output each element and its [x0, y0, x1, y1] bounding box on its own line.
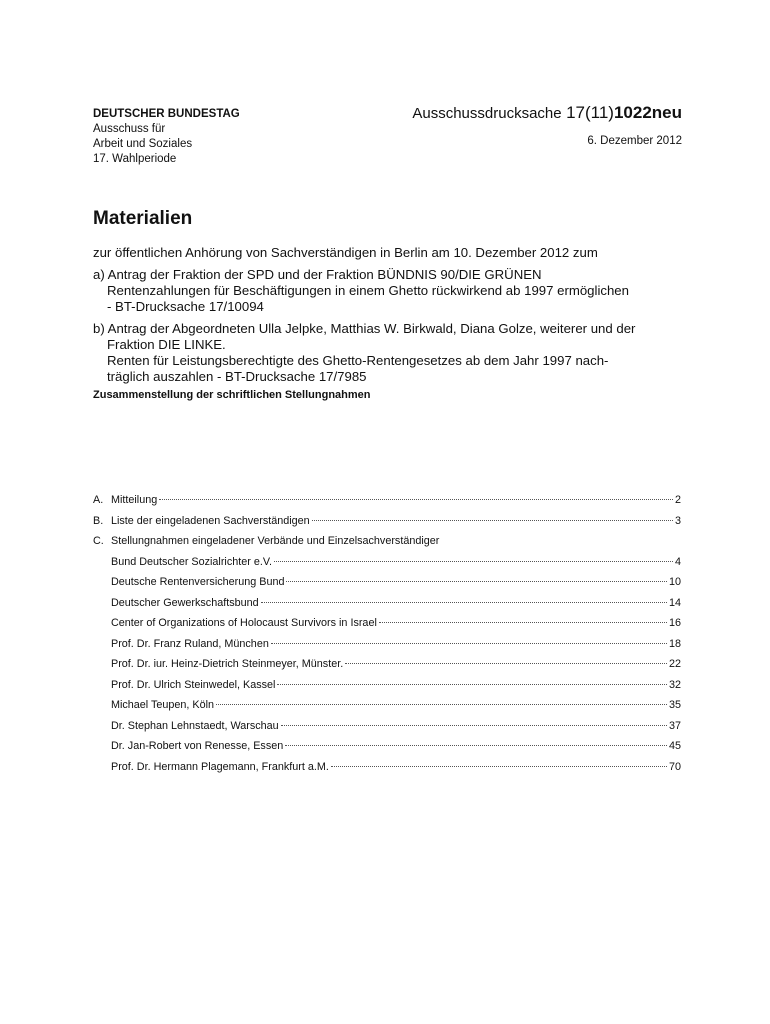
motion-b-line: träglich auszahlen - BT-Drucksache 17/7985 [107, 369, 367, 384]
toc-section-label: Liste der eingeladenen Sachverständigen [111, 514, 310, 527]
toc-section-a[interactable] [93, 494, 681, 515]
legislative-period: 17. Wahlperiode [93, 153, 177, 165]
toc-leader-dots [216, 704, 667, 705]
org-name: DEUTSCHER BUNDESTAG [93, 108, 240, 120]
toc-leader-dots [261, 602, 667, 603]
toc-page-number: 10 [668, 576, 681, 588]
toc-page-number: 22 [668, 658, 681, 670]
toc-section-b[interactable] [93, 515, 681, 536]
toc-entry[interactable] [93, 761, 681, 782]
toc-entry-label: Dr. Stephan Lehnstaedt, Warschau [111, 719, 279, 732]
toc-leader-dots [312, 520, 673, 521]
toc-leader-dots [159, 499, 673, 500]
toc-entry-label: Prof. Dr. Franz Ruland, München [111, 637, 269, 650]
header-left [93, 107, 240, 167]
motion-b-line: Fraktion DIE LINKE. [107, 337, 226, 352]
toc-page-number: 45 [668, 740, 681, 752]
page-title: Materialien [93, 208, 193, 229]
toc-leader-dots [379, 622, 667, 623]
document-number [412, 103, 682, 123]
motion-a-line: a) Antrag der Fraktion der SPD und der Fraktion BÜNDNIS 90/DIE GRÜNEN [93, 267, 542, 282]
toc-section-label: Stellungnahmen eingeladener Verbände und Einzelsachverständiger [111, 535, 440, 547]
toc-entry-label: Deutsche Rentenversicherung Bund [111, 576, 285, 588]
document-date: 6. Dezember 2012 [587, 135, 682, 147]
toc-page-number: 2 [674, 494, 681, 506]
toc-entry-label: Prof. Dr. iur. Heinz-Dietrich Steinmeyer, Münster. [111, 658, 344, 670]
toc-entry-label: Dr. Jan-Robert von Renesse, Essen [111, 740, 284, 752]
toc-entry[interactable] [93, 679, 681, 700]
document-prefix: Ausschussdrucksache [412, 105, 562, 122]
toc-page-number: 16 [668, 617, 681, 629]
toc-page-number: 18 [668, 637, 681, 650]
document-number-core: 17(11) [566, 103, 614, 122]
motion-a-line: Rentenzahlungen für Beschäftigungen in einem Ghetto rückwirkend ab 1997 ermöglichen [107, 283, 629, 298]
intro-block [93, 245, 693, 385]
toc-entry[interactable] [93, 556, 681, 577]
toc-leader-dots [286, 581, 667, 582]
committee-line-2: Arbeit und Soziales [93, 138, 193, 150]
toc-entry[interactable] [93, 658, 681, 679]
toc-entry[interactable] [93, 699, 681, 720]
toc-entry-label: Prof. Dr. Hermann Plagemann, Frankfurt a.M. [111, 760, 329, 773]
toc-entry-label: Deutscher Gewerkschaftsbund [111, 596, 259, 609]
intro-lead: zur öffentlichen Anhörung von Sachverständigen in Berlin am 10. Dezember 2012 zum [93, 245, 598, 260]
toc-entry[interactable] [93, 576, 681, 597]
toc-entry-label: Center of Organizations of Holocaust Survivors in Israel [111, 617, 377, 629]
toc-entry-label: Prof. Dr. Ulrich Steinwedel, Kassel [111, 678, 276, 691]
toc-leader-dots [271, 643, 667, 644]
toc-entry[interactable] [93, 617, 681, 638]
toc-leader-dots [345, 663, 667, 664]
toc-page-number: 37 [668, 719, 681, 732]
toc-section-c [93, 535, 681, 556]
toc-page-number: 14 [668, 596, 681, 609]
toc-leader-dots [274, 561, 673, 562]
toc-leader-dots [285, 745, 667, 746]
toc-section-label: Mitteilung [111, 494, 158, 506]
toc-entry-label: Michael Teupen, Köln [111, 699, 215, 711]
toc-entry[interactable] [93, 720, 681, 741]
toc-section-letter: B. [93, 514, 104, 527]
motion-b-line: Renten für Leistungsberechtigte des Ghetto-Rentengesetzes ab dem Jahr 1997 nach- [107, 353, 609, 368]
document-number-suffix: 1022neu [613, 103, 682, 122]
toc-entry[interactable] [93, 638, 681, 659]
toc-page-number: 32 [668, 678, 681, 691]
toc-page-number: 70 [668, 760, 681, 773]
summary-heading: Zusammenstellung der schriftlichen Stellungnahmen [93, 389, 371, 401]
toc-page-number: 35 [668, 699, 681, 711]
toc-entry[interactable] [93, 740, 681, 761]
toc-leader-dots [277, 684, 667, 685]
toc-entry-label: Bund Deutscher Sozialrichter e.V. [111, 555, 273, 568]
table-of-contents [93, 494, 681, 781]
toc-entry[interactable] [93, 597, 681, 618]
motion-a-line: - BT-Drucksache 17/10094 [107, 299, 264, 314]
motion-b [93, 321, 693, 385]
header-right [412, 103, 682, 147]
toc-section-letter: C. [93, 535, 104, 547]
toc-section-letter: A. [93, 494, 104, 506]
toc-leader-dots [331, 766, 667, 767]
toc-leader-dots [281, 725, 667, 726]
committee-line-1: Ausschuss für [93, 123, 166, 135]
toc-page-number: 3 [674, 514, 681, 527]
motion-b-line: b) Antrag der Abgeordneten Ulla Jelpke, Matthias W. Birkwald, Diana Golze, weiterer und der [93, 321, 636, 336]
toc-page-number: 4 [674, 555, 681, 568]
motion-a [93, 267, 693, 315]
